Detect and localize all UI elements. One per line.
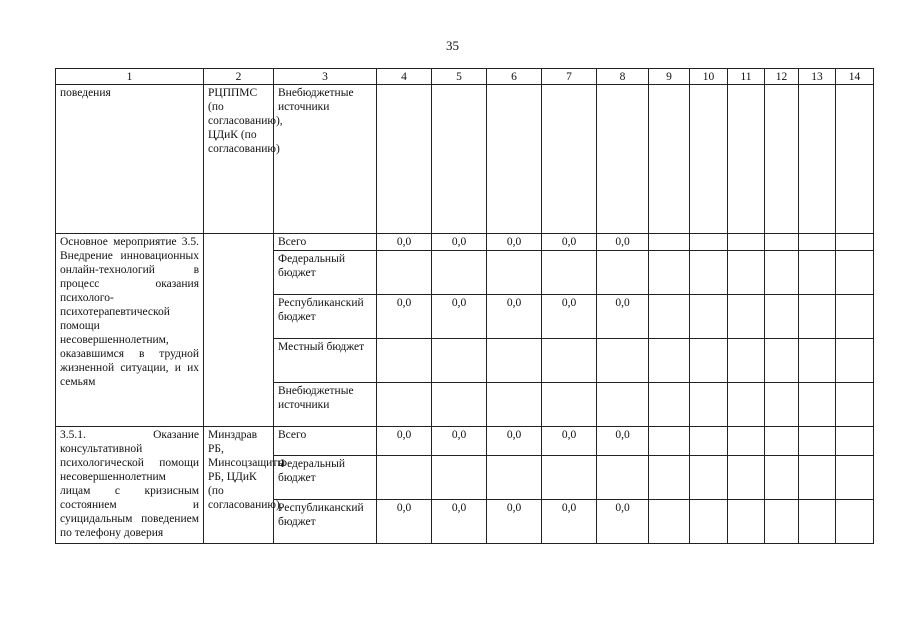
value-cell bbox=[649, 234, 690, 251]
funding-source-cell: Всего bbox=[274, 427, 377, 456]
value-cell bbox=[690, 234, 728, 251]
value-cell bbox=[728, 251, 765, 295]
value-cell bbox=[432, 456, 487, 500]
column-header: 7 bbox=[542, 69, 597, 85]
column-header: 14 bbox=[836, 69, 874, 85]
value-cell bbox=[542, 251, 597, 295]
value-cell bbox=[542, 456, 597, 500]
value-cell bbox=[728, 85, 765, 234]
value-cell bbox=[432, 339, 487, 383]
executor-cell: РЦППМС (по согласованию), ЦДиК (по согласованию) bbox=[204, 85, 274, 234]
value-cell bbox=[649, 251, 690, 295]
value-cell: 0,0 bbox=[597, 295, 649, 339]
value-cell bbox=[690, 85, 728, 234]
value-cell: 0,0 bbox=[377, 427, 432, 456]
value-cell bbox=[432, 383, 487, 427]
value-cell bbox=[649, 383, 690, 427]
value-cell: 0,0 bbox=[487, 234, 542, 251]
value-cell bbox=[649, 456, 690, 500]
value-cell bbox=[728, 383, 765, 427]
value-cell: 0,0 bbox=[377, 234, 432, 251]
value-cell bbox=[836, 339, 874, 383]
value-cell bbox=[690, 251, 728, 295]
value-cell bbox=[649, 339, 690, 383]
value-cell: 0,0 bbox=[597, 500, 649, 544]
value-cell bbox=[836, 295, 874, 339]
value-cell bbox=[765, 251, 799, 295]
table-header-row bbox=[56, 69, 874, 85]
value-cell: 0,0 bbox=[542, 234, 597, 251]
value-cell: 0,0 bbox=[432, 234, 487, 251]
value-cell bbox=[597, 383, 649, 427]
value-cell bbox=[432, 85, 487, 234]
value-cell: 0,0 bbox=[542, 295, 597, 339]
value-cell bbox=[728, 339, 765, 383]
column-header: 4 bbox=[377, 69, 432, 85]
value-cell bbox=[649, 427, 690, 456]
value-cell bbox=[597, 339, 649, 383]
value-cell bbox=[377, 339, 432, 383]
table-row bbox=[56, 85, 874, 234]
column-header: 9 bbox=[649, 69, 690, 85]
funding-source-cell: Местный бюджет bbox=[274, 339, 377, 383]
value-cell bbox=[765, 383, 799, 427]
value-cell: 0,0 bbox=[597, 427, 649, 456]
value-cell bbox=[597, 251, 649, 295]
value-cell bbox=[799, 295, 836, 339]
value-cell: 0,0 bbox=[542, 500, 597, 544]
value-cell: 0,0 bbox=[487, 500, 542, 544]
column-header: 13 bbox=[799, 69, 836, 85]
value-cell bbox=[649, 85, 690, 234]
budget-table bbox=[55, 68, 874, 544]
funding-source-cell: Федеральный бюджет bbox=[274, 456, 377, 500]
activity-name-cell: Основное мероприятие 3.5. Внедрение инновационных онлайн-технологий в процесс оказания психолого-психотерапевтической помощи несовершеннолетним, оказавшимся в трудной жизненной ситуации, и их семьям bbox=[56, 234, 204, 427]
column-header: 1 bbox=[56, 69, 204, 85]
funding-source-cell: Всего bbox=[274, 234, 377, 251]
value-cell bbox=[690, 500, 728, 544]
value-cell bbox=[765, 295, 799, 339]
executor-cell: Минздрав РБ, Минсоцзащиты РБ, ЦДиК (по согласованию), bbox=[204, 427, 274, 544]
executor-cell bbox=[204, 234, 274, 427]
value-cell bbox=[799, 234, 836, 251]
value-cell bbox=[432, 251, 487, 295]
value-cell: 0,0 bbox=[377, 500, 432, 544]
value-cell bbox=[836, 251, 874, 295]
value-cell bbox=[649, 500, 690, 544]
value-cell bbox=[799, 427, 836, 456]
page-number: 35 bbox=[446, 38, 459, 53]
value-cell bbox=[836, 427, 874, 456]
value-cell bbox=[597, 85, 649, 234]
column-header: 6 bbox=[487, 69, 542, 85]
value-cell bbox=[799, 251, 836, 295]
value-cell bbox=[377, 383, 432, 427]
column-header: 11 bbox=[728, 69, 765, 85]
funding-source-cell: Внебюджетные источники bbox=[274, 383, 377, 427]
value-cell bbox=[799, 500, 836, 544]
value-cell bbox=[765, 456, 799, 500]
value-cell: 0,0 bbox=[432, 500, 487, 544]
value-cell: 0,0 bbox=[597, 234, 649, 251]
value-cell bbox=[728, 234, 765, 251]
activity-name-cell: 3.5.1. Оказание консультативной психологической помощи несовершеннолетним лицам с кризисным состоянием и суицидальным поведением по телефону доверия bbox=[56, 427, 204, 544]
value-cell bbox=[377, 85, 432, 234]
value-cell: 0,0 bbox=[487, 427, 542, 456]
value-cell bbox=[836, 383, 874, 427]
value-cell bbox=[799, 85, 836, 234]
funding-source-cell: Внебюджетные источники bbox=[274, 85, 377, 234]
value-cell bbox=[649, 295, 690, 339]
column-header: 12 bbox=[765, 69, 799, 85]
value-cell bbox=[765, 427, 799, 456]
value-cell bbox=[690, 427, 728, 456]
value-cell bbox=[765, 234, 799, 251]
funding-source-cell: Федеральный бюджет bbox=[274, 251, 377, 295]
value-cell bbox=[765, 500, 799, 544]
value-cell bbox=[799, 383, 836, 427]
value-cell bbox=[487, 251, 542, 295]
value-cell bbox=[836, 234, 874, 251]
value-cell bbox=[377, 456, 432, 500]
value-cell bbox=[728, 500, 765, 544]
column-header: 10 bbox=[690, 69, 728, 85]
value-cell: 0,0 bbox=[542, 427, 597, 456]
value-cell bbox=[728, 456, 765, 500]
value-cell bbox=[799, 339, 836, 383]
value-cell: 0,0 bbox=[432, 295, 487, 339]
table-row bbox=[56, 427, 874, 456]
value-cell bbox=[836, 500, 874, 544]
value-cell: 0,0 bbox=[432, 427, 487, 456]
value-cell bbox=[765, 85, 799, 234]
value-cell bbox=[377, 251, 432, 295]
value-cell bbox=[799, 456, 836, 500]
value-cell bbox=[690, 383, 728, 427]
table-row bbox=[56, 234, 874, 251]
value-cell bbox=[487, 339, 542, 383]
value-cell bbox=[487, 85, 542, 234]
column-header: 5 bbox=[432, 69, 487, 85]
value-cell bbox=[728, 427, 765, 456]
value-cell bbox=[542, 383, 597, 427]
funding-source-cell: Республиканский бюджет bbox=[274, 500, 377, 544]
value-cell bbox=[836, 85, 874, 234]
value-cell bbox=[836, 456, 874, 500]
value-cell bbox=[487, 383, 542, 427]
funding-source-cell: Республиканский бюджет bbox=[274, 295, 377, 339]
column-header: 2 bbox=[204, 69, 274, 85]
value-cell bbox=[728, 295, 765, 339]
column-header: 8 bbox=[597, 69, 649, 85]
value-cell bbox=[690, 295, 728, 339]
value-cell: 0,0 bbox=[487, 295, 542, 339]
value-cell: 0,0 bbox=[377, 295, 432, 339]
value-cell bbox=[597, 456, 649, 500]
column-header: 3 bbox=[274, 69, 377, 85]
value-cell bbox=[690, 339, 728, 383]
value-cell bbox=[765, 339, 799, 383]
value-cell bbox=[487, 456, 542, 500]
value-cell bbox=[542, 85, 597, 234]
value-cell bbox=[542, 339, 597, 383]
value-cell bbox=[690, 456, 728, 500]
activity-name-cell: поведения bbox=[56, 85, 204, 234]
